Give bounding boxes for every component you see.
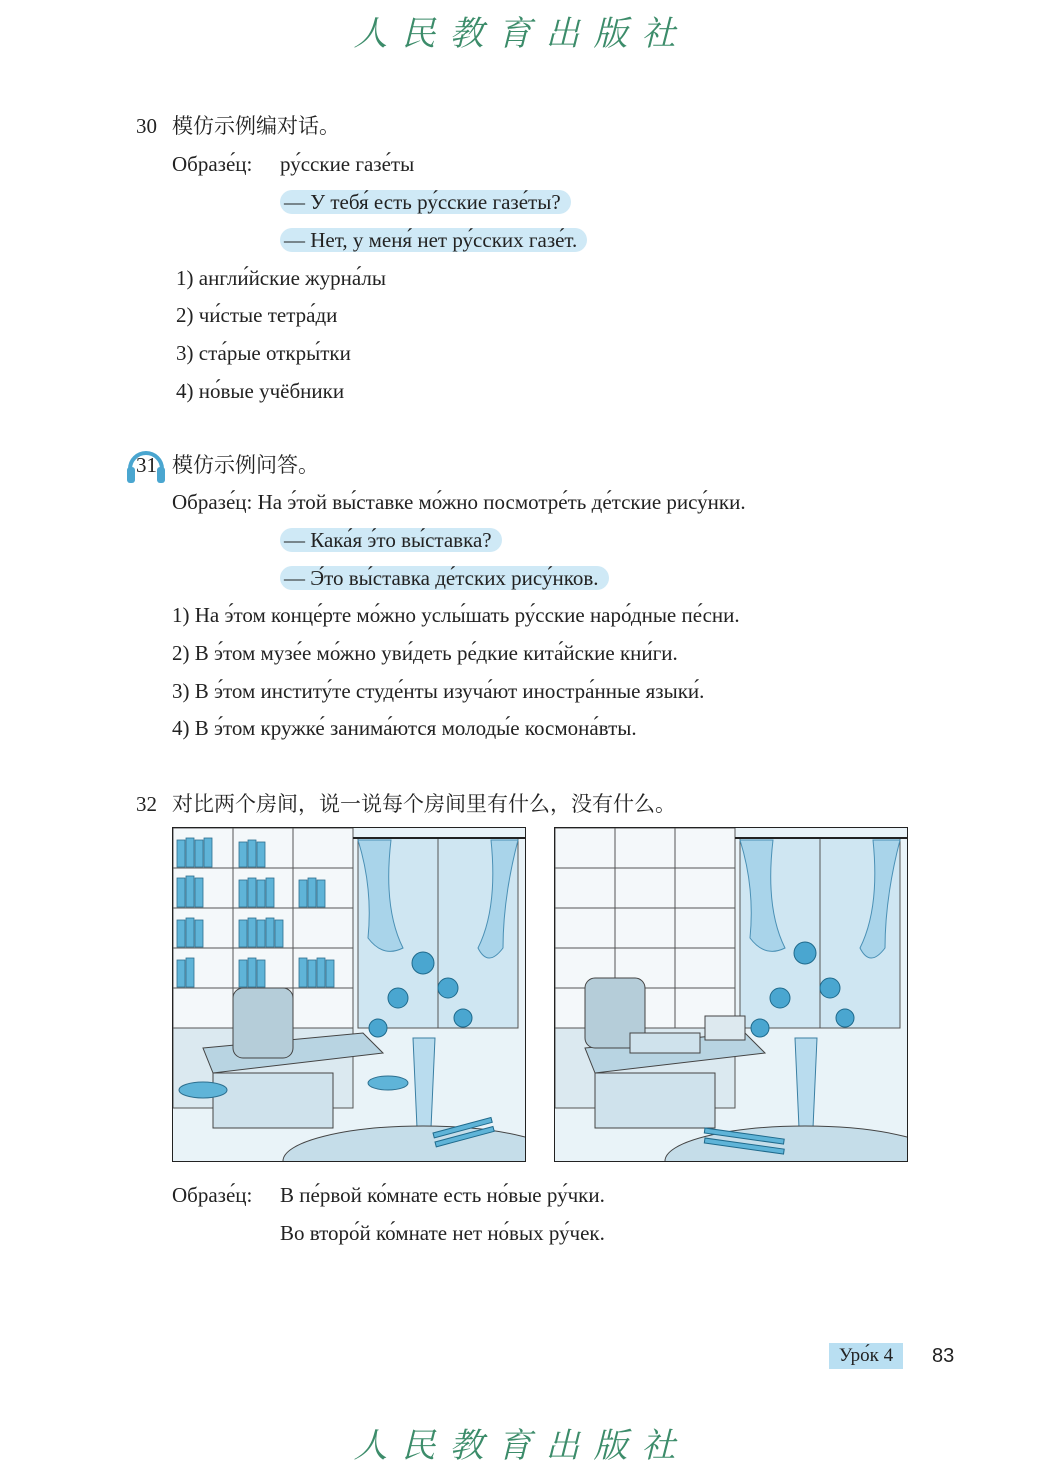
- room-1-illustration: [172, 827, 526, 1162]
- exercise-32-sample-line-2: Во второ́й ко́мнате нет но́вых ру́чек.: [280, 1221, 605, 1245]
- exercise-30-question-text: — У тебя́ есть ру́сские газе́ты?: [280, 190, 571, 214]
- room-2-illustration: [554, 827, 908, 1162]
- exercise-32-instruction: 对比两个房间，说一说每个房间里有什么，没有什么。: [172, 792, 676, 816]
- exercise-31-question-text: — Кака́я э́то вы́ставка?: [280, 528, 502, 552]
- exercise-30-question: [280, 188, 571, 216]
- exercise-31-question: [280, 526, 502, 554]
- exercise-30-item: 2) чи́стые тетра́ди: [176, 303, 338, 327]
- exercise-30-sample-label: Образе́ц:: [172, 152, 253, 176]
- exercise-30-answer-text: — Нет, у меня́ нет ру́сских газе́т.: [280, 228, 587, 252]
- exercise-30-number: 30: [136, 114, 157, 138]
- exercise-30-item: 1) англи́йские журна́лы: [176, 266, 386, 290]
- page-number: 83: [932, 1345, 955, 1367]
- exercise-31-number: 31: [136, 453, 157, 477]
- exercise-31-item: 1) На э́том конце́рте мо́жно услы́шать ру́сские наро́дные пе́сни.: [172, 603, 740, 627]
- exercise-31-answer-text: — Э́то вы́ставка де́тских рису́нков.: [280, 566, 609, 590]
- exercise-30-sample-word: ру́сские газе́ты: [280, 152, 415, 176]
- exercise-32-number: 32: [136, 792, 157, 816]
- exercise-30-instruction: 模仿示例编对话。: [172, 114, 340, 138]
- exercise-31-item: 4) В э́том кружке́ занима́ются молоды́е космона́вты.: [172, 716, 637, 740]
- publisher-logo-top: 人民教育出版社: [353, 14, 690, 54]
- exercise-31-answer: [280, 564, 609, 592]
- exercise-31-sample: Образе́ц: На э́той вы́ставке мо́жно посмотре́ть де́тские рису́нки.: [172, 490, 746, 514]
- exercise-31-item: 2) В э́том музе́е мо́жно уви́деть ре́дкие кита́йские кни́ги.: [172, 641, 678, 665]
- exercise-31-item: 3) В э́том институ́те студе́нты изуча́ют иностра́нные языки́.: [172, 679, 705, 703]
- exercise-32-sample-line-1: В пе́рвой ко́мнате есть но́вые ру́чки.: [280, 1183, 605, 1207]
- exercise-32-sample-label: Образе́ц:: [172, 1183, 253, 1207]
- lesson-badge: Уро́к 4: [829, 1343, 903, 1369]
- exercise-30-item: 4) но́вые учёбники: [176, 379, 345, 403]
- publisher-logo-bottom: 人民教育出版社: [353, 1426, 690, 1466]
- exercise-30-answer: [280, 226, 587, 254]
- exercise-31-instruction: 模仿示例问答。: [172, 453, 319, 477]
- exercise-30-item: 3) ста́рые откры́тки: [176, 341, 351, 365]
